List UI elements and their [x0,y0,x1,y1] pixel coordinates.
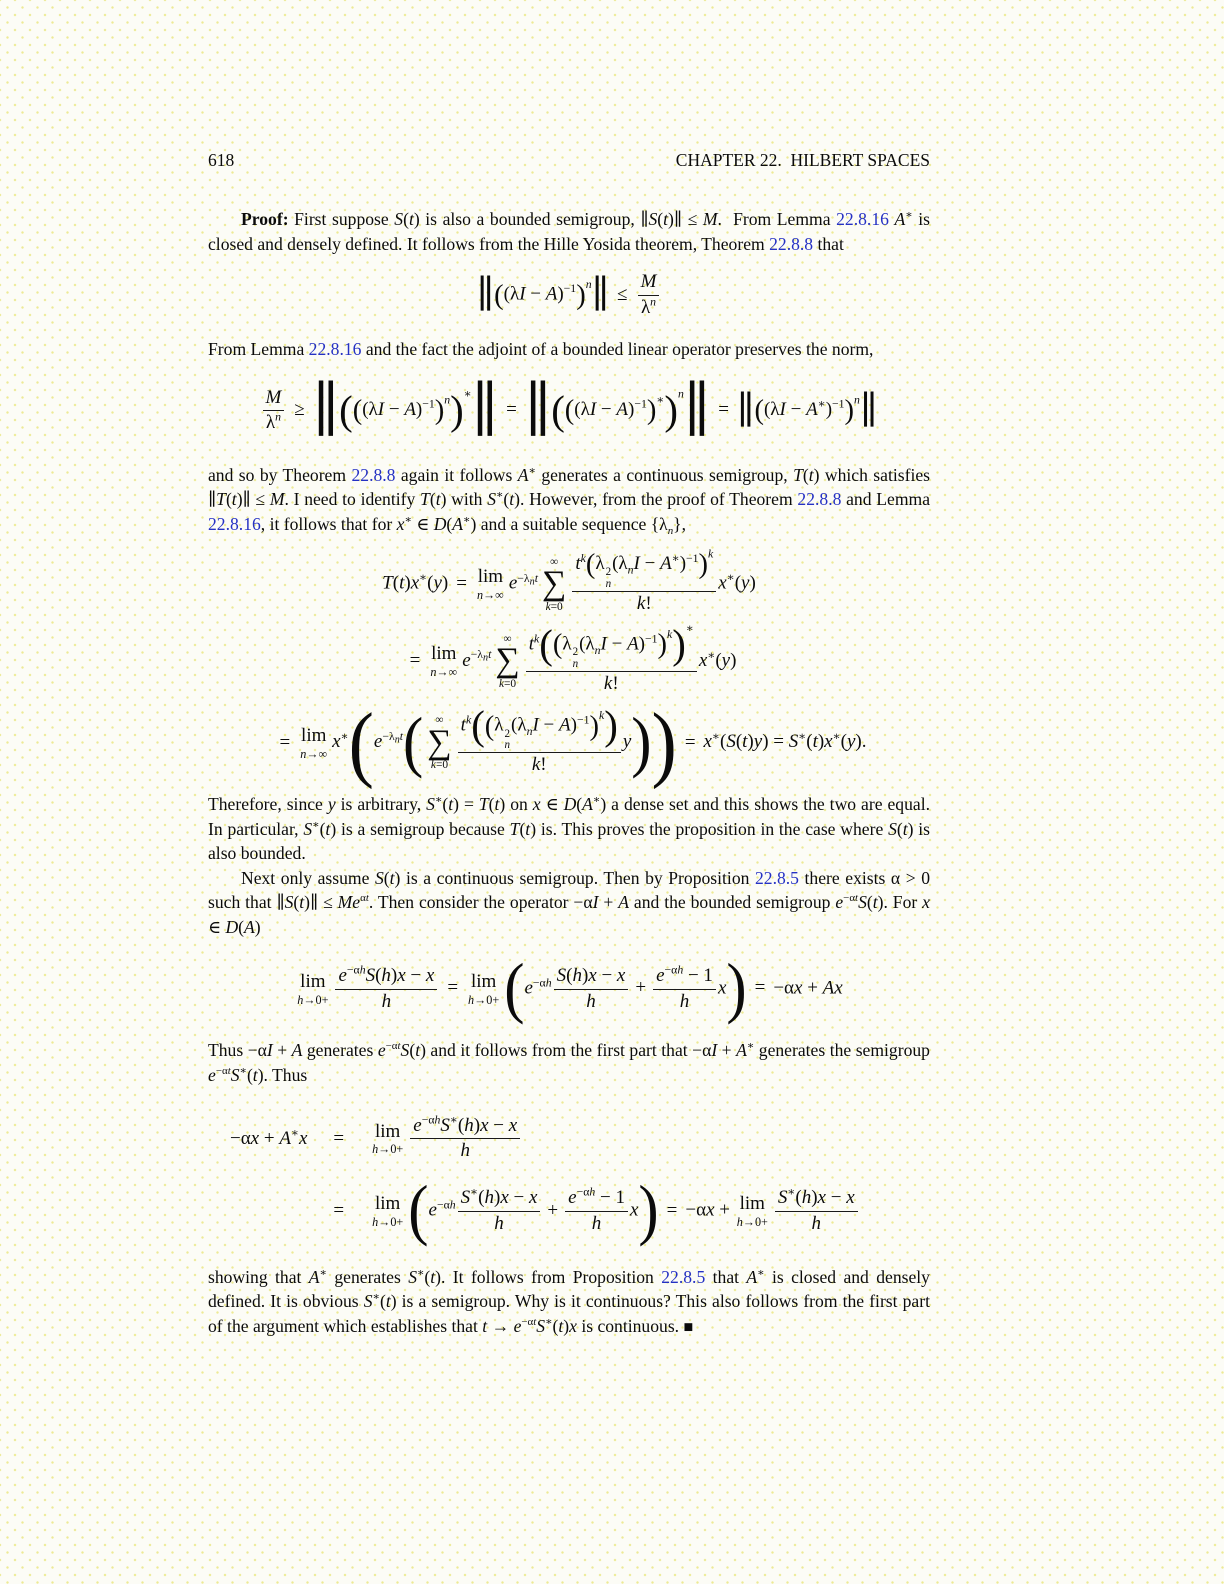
align-lhs: −αx + A∗x [230,1126,308,1149]
equation-T-definition-line3: = lim n→∞ $x^∗(e^{-\lambda_nt}$( ∞ ∑ k=0 $t^k((\lambda$ 2 n $(\lambda_nI - A)^{-1})^k$) k! y)) = x∗(S(t)y) = S∗(t)x∗(y). [279,695,867,790]
ref-lemma-22-8-16[interactable]: 22.8.16 [308,338,362,359]
align-rhs-line1: lim h→0+ $\frac{e^{-\alpha h}S^∗(h)x - x}{h}$ [370,1114,860,1164]
paragraph-semigroup-identification: and so by Theorem 22.8.8 again it follows A∗ generates a continuous semigroup, T(t) which satisfies ∥T(t)∥ ≤ M. I need to identify T(t) with S∗(t). However, from the proof of Theorem 22.8.8 and Lemma 22.8.16, it follows that for x∗ ∈ D(A∗) and a suitable sequence $\{\lambda_n\}$, [208,464,931,537]
page-header [208,150,930,171]
ref-theorem-22-8-8[interactable]: 22.8.8 [769,233,814,254]
ref-theorem-22-8-8[interactable]: 22.8.8 [351,464,396,485]
paragraph-adjoint-preserves-norm: From Lemma 22.8.16 and the fact the adjoint of a bounded linear operator preserves the norm, [208,338,874,359]
equation-limit-generator: lim h→0+ $\frac{e^{-\alpha h}S(h)x - x}{h}$ = lim h→0+ ($e^{-\alpha h}$ $\frac{S(h)x - x}{h}$ + $\frac{e^{-\alpha h} - 1}{h}$ x) = −αx + Ax [297,950,843,1026]
ref-lemma-22-8-16[interactable]: 22.8.16 [208,513,261,534]
ref-proposition-22-8-5[interactable]: 22.8.5 [754,867,799,888]
ref-proposition-22-8-5[interactable]: 22.8.5 [661,1266,706,1287]
equation-T-definition-line1: T(t)x∗(y) = lim n→∞ $e^{-\lambda_nt}$ ∞ ∑ k=0 $t^k(\lambda$ 2 n $(\lambda_nI - A^∗)^{-1})^k$ k! x∗(y) [208,552,930,616]
equation-adjoint-norm-chain: $\frac{M}{\lambda^n}$ ≥ ∥(((λI − A)$^{-1}$)$^n$)∗∥ = ∥(((λI − A)$^{-1}$)∗)$^n$∥ = ∥((λI − A∗)$^{-1}$)$^n$∥ [208,385,930,436]
ref-lemma-22-8-16[interactable]: 22.8.16 [836,209,889,229]
align-equals-1: = [333,1127,345,1149]
book-page [208,0,930,1339]
paragraph-next-assume: Next only assume S(t) is a continuous semigroup. Then by Proposition 22.8.5 there exists α > 0 such that ∥S(t)∥ ≤ $Me^{\alpha t}$. Then consider the operator −αI + A and the bounded semigroup $e^{-\alpha t}S(t)$. For x ∈ D(A) [208,867,931,938]
qed-square: ■ [683,1318,694,1337]
equation-align-adjoint-generator [208,1113,930,1248]
align-equals-2: = [333,1200,345,1222]
paragraph-conclusion-qed: showing that A∗ generates S∗(t). It follows from Proposition 22.8.5 that A∗ is closed and densely defined. It is obvious S∗(t) is a semigroup. Why is it continuous? This also follows from the first part of the argument which establishes that $t \to e^{-\alpha t}S^∗(t)x$ is continuous. ■ [208,1266,930,1337]
equation-hille-yosida-bound: ∥((λI − A)$^{-1}$)$^n$∥ ≤ $\frac{M}{\lambda^n}$ [208,270,930,320]
ref-theorem-22-8-8[interactable]: 22.8.8 [797,489,842,510]
equation-T-definition-line2: = lim n→∞ $e^{-\lambda_nt}$ ∞ ∑ k=0 $t^k((\lambda$ 2 n $(\lambda_nI - A)^{-1})^k)^∗$ k! x∗(y) [208,627,930,697]
page-number: 618 [208,150,235,170]
chapter-running-title: CHAPTER 22. HILBERT SPACES [675,150,930,170]
align-rhs-line2: lim h→0+ ($e^{-\alpha h}$ $\frac{S^∗(h)x - x}{h}$ + $\frac{e^{-\alpha h} - 1}{h}$ x) = −αx + lim h→0+ $\frac{S^∗(h)x - x}{h}$ [370,1184,860,1239]
paragraph-thus-generates: Thus −αI + A generates $e^{-\alpha t}S(t)$ and it follows from the first part that −αI + A∗ generates the semigroup $e^{-\alpha t}S^∗(t)$. Thus [208,1040,930,1086]
paragraph-therefore-dense: Therefore, since y is arbitrary, S∗(t) = T(t) on x ∈ D(A∗) a dense set and this shows the two are equal. In particular, S∗(t) is a semigroup because T(t) is. This proves the proposition in the case where S(t) is also bounded. [208,793,930,864]
paragraph-proof-intro: Proof: First suppose S(t) is also a bounded semigroup, ∥S(t)∥ ≤ M. From Lemma 22.8.16 A∗ is closed and densely defined. It follows from the Hille Yosida theorem, Theorem 22.8.8 that [208,209,930,254]
